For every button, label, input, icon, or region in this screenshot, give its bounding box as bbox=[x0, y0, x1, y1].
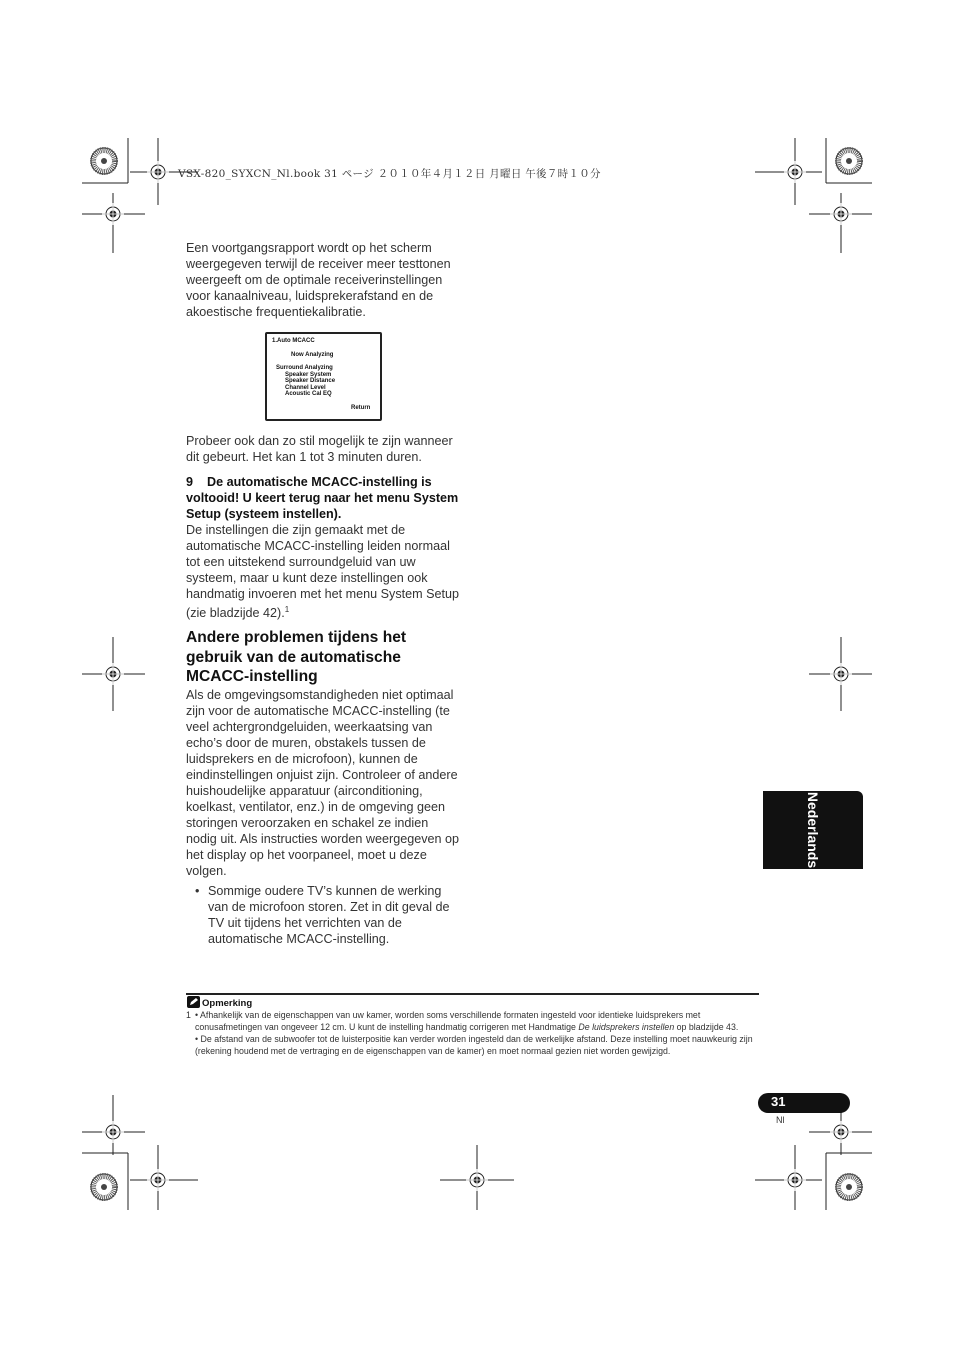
section-body bbox=[186, 687, 462, 947]
quiet-text: Probeer ook dan zo stil mogelijk te zijn wanneer dit gebeurt. Het kan 1 tot 3 minuten duren. bbox=[186, 434, 453, 464]
note-item bbox=[186, 1033, 758, 1057]
step-number: 9 bbox=[186, 475, 194, 489]
section-body-text: Als de omgevingsomstandigheden niet optimaal zijn voor de automatische MCACC-instelling (te veel achtergrondgeluiden, weerkaatsing van echo’s door de muren, obstakels tussen de luidsprekers en de microfoon), kunnen de eindinstellingen onjuist zijn. Controleer of andere huishoudelijke apparatuur (airconditioning, koelkast, ventilator, enz.) in de omgeving geen storingen veroorzaken en schakel ze indien nodig uit. Als instructies worden weergegeven op het display op het voorpaneel, moet u deze volgen. bbox=[186, 688, 460, 878]
note-number: 1 bbox=[186, 1010, 191, 1020]
page-language: Nl bbox=[776, 1115, 785, 1125]
step-9 bbox=[186, 474, 462, 621]
intro-paragraph bbox=[186, 240, 462, 320]
note-pencil-icon bbox=[187, 996, 200, 1008]
note-item bbox=[186, 1009, 758, 1033]
osd-item: Speaker Distance bbox=[285, 378, 336, 384]
step-9-body bbox=[186, 522, 462, 621]
osd-return-label: Return bbox=[351, 405, 371, 411]
step-body-text: De instellingen die zijn gemaakt met de automatische MCACC-instelling leiden normaal tot een uitstekend surroundgeluid van uw systeem, maar u kunt deze instellingen ook handmatig invoeren met het menu System Setup (zie bladzijde 42). bbox=[186, 523, 460, 621]
print-slug: VSX-820_SYXCN_Nl.book 31 ページ ２０１０年４月１２日 月曜日 午後７時１０分 bbox=[178, 168, 601, 180]
osd-title: 1.Auto MCACC bbox=[272, 338, 315, 344]
step-title-text: De automatische MCACC-instelling is voltooid! U keert terug naar het menu System Setup (systeem instellen). bbox=[186, 475, 459, 521]
language-tab bbox=[763, 791, 863, 869]
note-body bbox=[186, 1009, 758, 1057]
quiet-paragraph bbox=[186, 433, 462, 465]
osd-item: Acoustic Cal EQ bbox=[285, 391, 332, 397]
intro-text: Een voortgangsrapport wordt op het scherm weergegeven terwijl de receiver meer testtonen weergeeft om de optimale receiverinstellingen voor kanaalniveau, luidsprekerafstand en de akoestische frequentiekalibratie. bbox=[186, 241, 451, 319]
language-tab-label: Nederlands bbox=[805, 791, 821, 869]
page-number: 31 bbox=[771, 1094, 786, 1109]
note-header bbox=[187, 996, 252, 1009]
footnote-ref: 1 bbox=[284, 605, 290, 614]
note-divider bbox=[186, 993, 759, 995]
note-item1-text: • Afhankelijk van de eigenschappen van uw kamer, worden soms verschillende formaten ingesteld voor identieke luidsprekers met conusafmetingen van ongeveer 12 cm. U kunt de instelling handmatig corrigeren met Handmatige bbox=[195, 1010, 701, 1032]
step-9-title bbox=[186, 474, 462, 522]
note-item1-end: op bladzijde 43. bbox=[674, 1022, 739, 1032]
note-item1-italic: De luidsprekers instellen bbox=[578, 1022, 675, 1032]
note-item2-text: • De afstand van de subwoofer tot de luisterpositie kan verder worden ingesteld dan de werkelijke afstand. Deze instelling moet nauwkeurig zijn (rekening houdend met de vertraging en de eigenschappen van de kamer) en moet normaal gezien niet worden gewijzigd. bbox=[195, 1034, 753, 1056]
osd-status: Now Analyzing bbox=[291, 352, 334, 358]
bullet-text: Sommige oudere TV’s kunnen de werking van de microfoon storen. Zet in dit geval de TV uit tijdens het verrichten van de automatische MCACC-instelling. bbox=[208, 884, 450, 946]
osd-screen bbox=[265, 332, 382, 421]
osd-section: Surround Analyzing bbox=[276, 365, 333, 371]
note-title: Opmerking bbox=[202, 998, 253, 1009]
osd-item: Channel Level bbox=[285, 384, 326, 391]
bullet-item bbox=[186, 883, 462, 947]
osd-item: Speaker System bbox=[285, 371, 332, 378]
section-heading: Andere problemen tijdens het gebruik van de automatische MCACC-instelling bbox=[186, 629, 407, 685]
bullet-dot: • bbox=[195, 884, 200, 898]
